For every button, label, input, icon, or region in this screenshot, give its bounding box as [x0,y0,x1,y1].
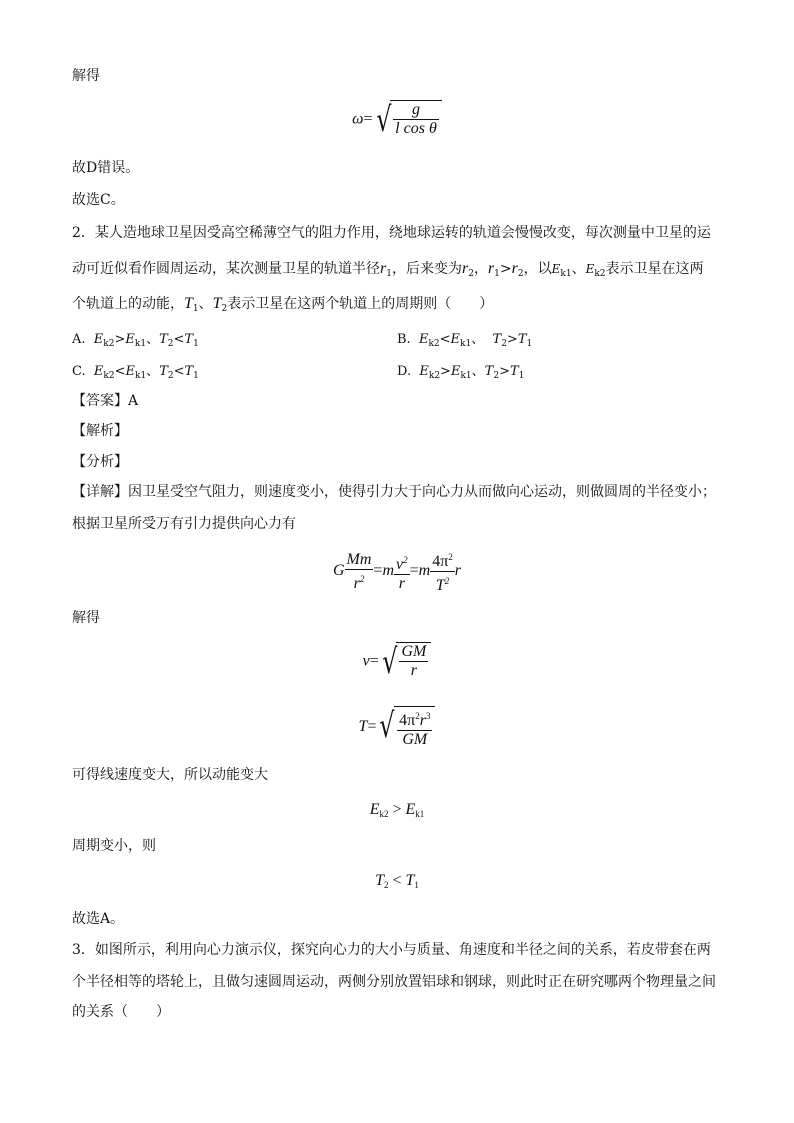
analysis-tag: 【解析】 [72,423,128,439]
q2-line3: 个轨道上的动能，$T_1$、$T_2$表示卫星在这两个轨道上的周期则（ ） [72,295,494,314]
option-b[interactable]: B. $E_{k2}<E_{k1}$、 $T_2>T_1$ [397,332,533,349]
option-a[interactable]: A. $E_{k2}>E_{k1}$、$T_2<T_1$ [72,332,199,349]
period-equation: T= √ $\frac{4\pi^2r^3}{GM}$ [0,706,794,749]
q2-line2: 动可近似看作圆周运动，某次测量卫星的轨道半径$r_1$，后来变为$r_2$，$r_1>r_2$，以$E_{k1}$、$E_{k2}$表示卫星在这两 [72,260,704,279]
option-d[interactable]: D. $E_{k2}>E_{k1}$、$T_2>T_1$ [397,364,525,381]
jiede-label: 解得 [72,68,100,84]
speed-text: 可得线速度变大，所以动能变大 [72,767,268,783]
jiede2-label: 解得 [72,610,100,626]
gravity-text: 根据卫星所受万有引力提供向心力有 [72,516,296,532]
period-inequality: $T_2 < T_1$ [375,872,419,890]
omega-equation: ω= √ $\frac{g}{\text{l cos θ}}$ [0,100,794,140]
q2-line1: 2．某人造地球卫星因受高空稀薄空气的阻力作用，绕地球运转的轨道会慢慢改变，每次测量中卫星的运 [72,225,711,241]
option-c[interactable]: C. $E_{k2}<E_{k1}$、$T_2<T_1$ [72,364,199,381]
d-wrong-text: 故D错误。 [72,160,140,176]
q3-line1: 3．如图所示，利用向心力演示仪，探究向心力的大小与质量、角速度和半径之间的关系，若皮带套在两 [72,942,711,958]
sqrt-symbol: √ $\frac{g}{\text{l cos θ}}$ [373,100,442,140]
choose-c-text: 故选C。 [72,192,125,208]
detail-text: 【详解】因卫星受空气阻力，则速度变小，使得引力大于向心力从而做向心运动，则做圆周的半径变小； [72,484,716,500]
period-text: 周期变小，则 [72,838,156,854]
energy-inequality: $E_{k2} > E_{k1}$ [369,801,425,819]
q3-line3: 的关系（ ） [72,1004,170,1020]
choose-a-text: 故选A。 [72,911,125,927]
fenxi-tag: 【分析】 [72,454,128,470]
velocity-equation: v= √ $\frac{GM}{r}$ [0,642,794,682]
q3-line2: 个半径相等的塔轮上，且做匀速圆周运动，两侧分别放置铝球和钢球，则此时正在研究哪两个物理量之间 [72,974,716,990]
answer-tag: 【答案】A [72,393,139,409]
gravity-equation: G $\frac{Mm}{r^2}$ =m $\frac{v^2}{r}$ =m $\frac{4\pi^2}{T^2}$ r [332,550,462,594]
